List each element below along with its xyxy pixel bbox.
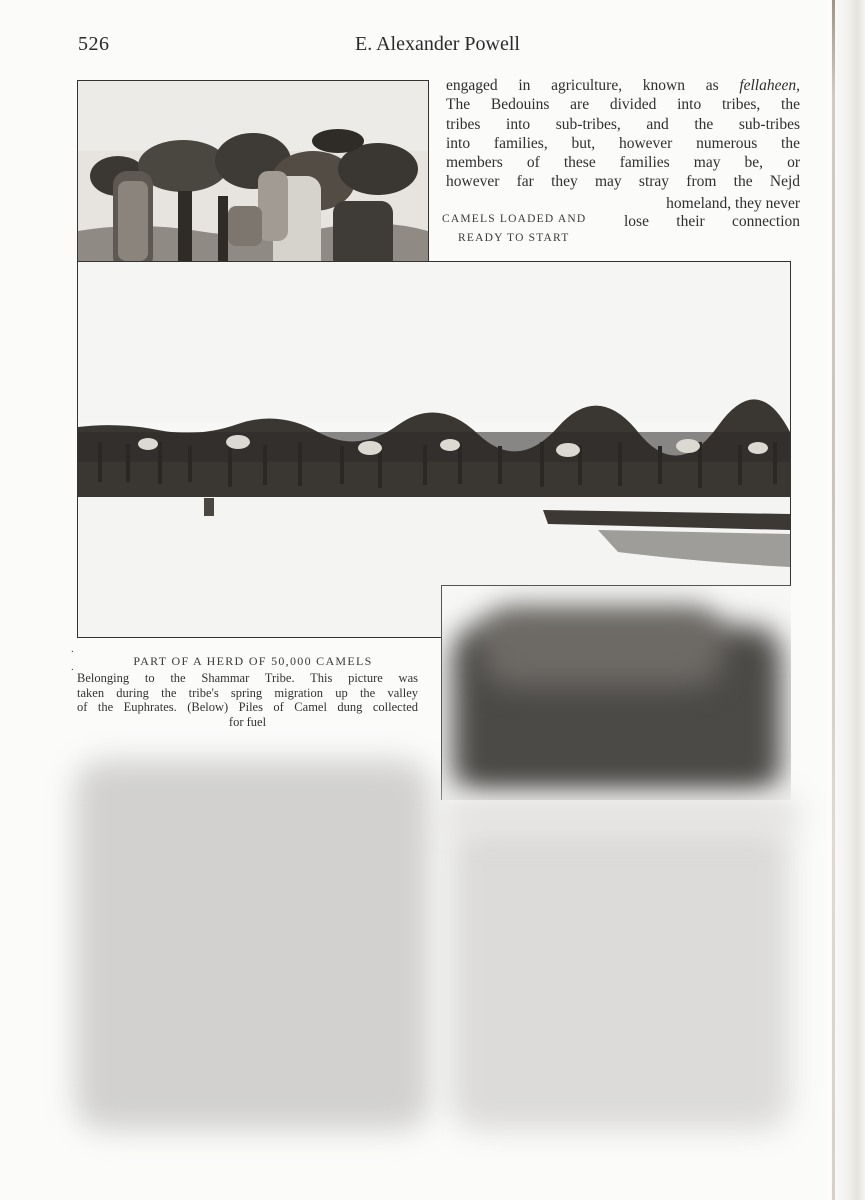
- page-number: 526: [78, 33, 110, 55]
- margin-mark: .: [71, 643, 74, 655]
- photo-caption-herd-title: PART OF A HERD OF 50,000 CAMELS: [133, 654, 373, 668]
- photo-caption-herd-body: [77, 671, 418, 729]
- body-text-column: [446, 76, 800, 192]
- caption-line: Belonging to the Shammar Tribe. This picture was: [77, 671, 418, 685]
- body-text-segment: engaged in agriculture, known as: [446, 77, 740, 94]
- italic-term-fellaheen: fellaheen,: [739, 77, 800, 94]
- caption-line: taken during the tribe's spring migration up the valley: [77, 685, 418, 700]
- body-text-line: [446, 76, 800, 95]
- photo-caption-loaded-line2: READY TO START: [458, 232, 570, 244]
- page-binding-shadow: [832, 0, 835, 1200]
- running-head-author: E. Alexander Powell: [355, 33, 520, 55]
- blurred-lower-right-top: [440, 795, 800, 835]
- photo-caption-loaded-line1: CAMELS LOADED AND: [442, 213, 587, 225]
- photo-camel-herd: [77, 261, 791, 638]
- body-text-line: however far they may stray from the Nejd: [446, 173, 800, 191]
- body-text-line: lose their connection: [624, 213, 800, 230]
- body-text-line: The Bedouins are divided into tribes, the: [446, 96, 800, 114]
- photo-camel-dung-piles: [441, 585, 791, 800]
- caption-line: of the Euphrates. (Below) Piles of Camel dung collected: [77, 700, 418, 714]
- blurred-photo-region: [482, 606, 722, 686]
- blurred-lower-left-region: [75, 760, 430, 1130]
- body-text-line: homeland, they never: [666, 195, 800, 212]
- body-text-line: into families, but, however numerous the: [446, 134, 800, 152]
- body-text-line: members of these families may be, or: [446, 154, 800, 172]
- margin-mark: .: [71, 661, 74, 673]
- caption-line: for fuel: [228, 714, 267, 729]
- body-text-line: tribes into sub-tribes, and the sub-tribes: [446, 115, 800, 133]
- blurred-lower-right-region: [450, 820, 790, 1130]
